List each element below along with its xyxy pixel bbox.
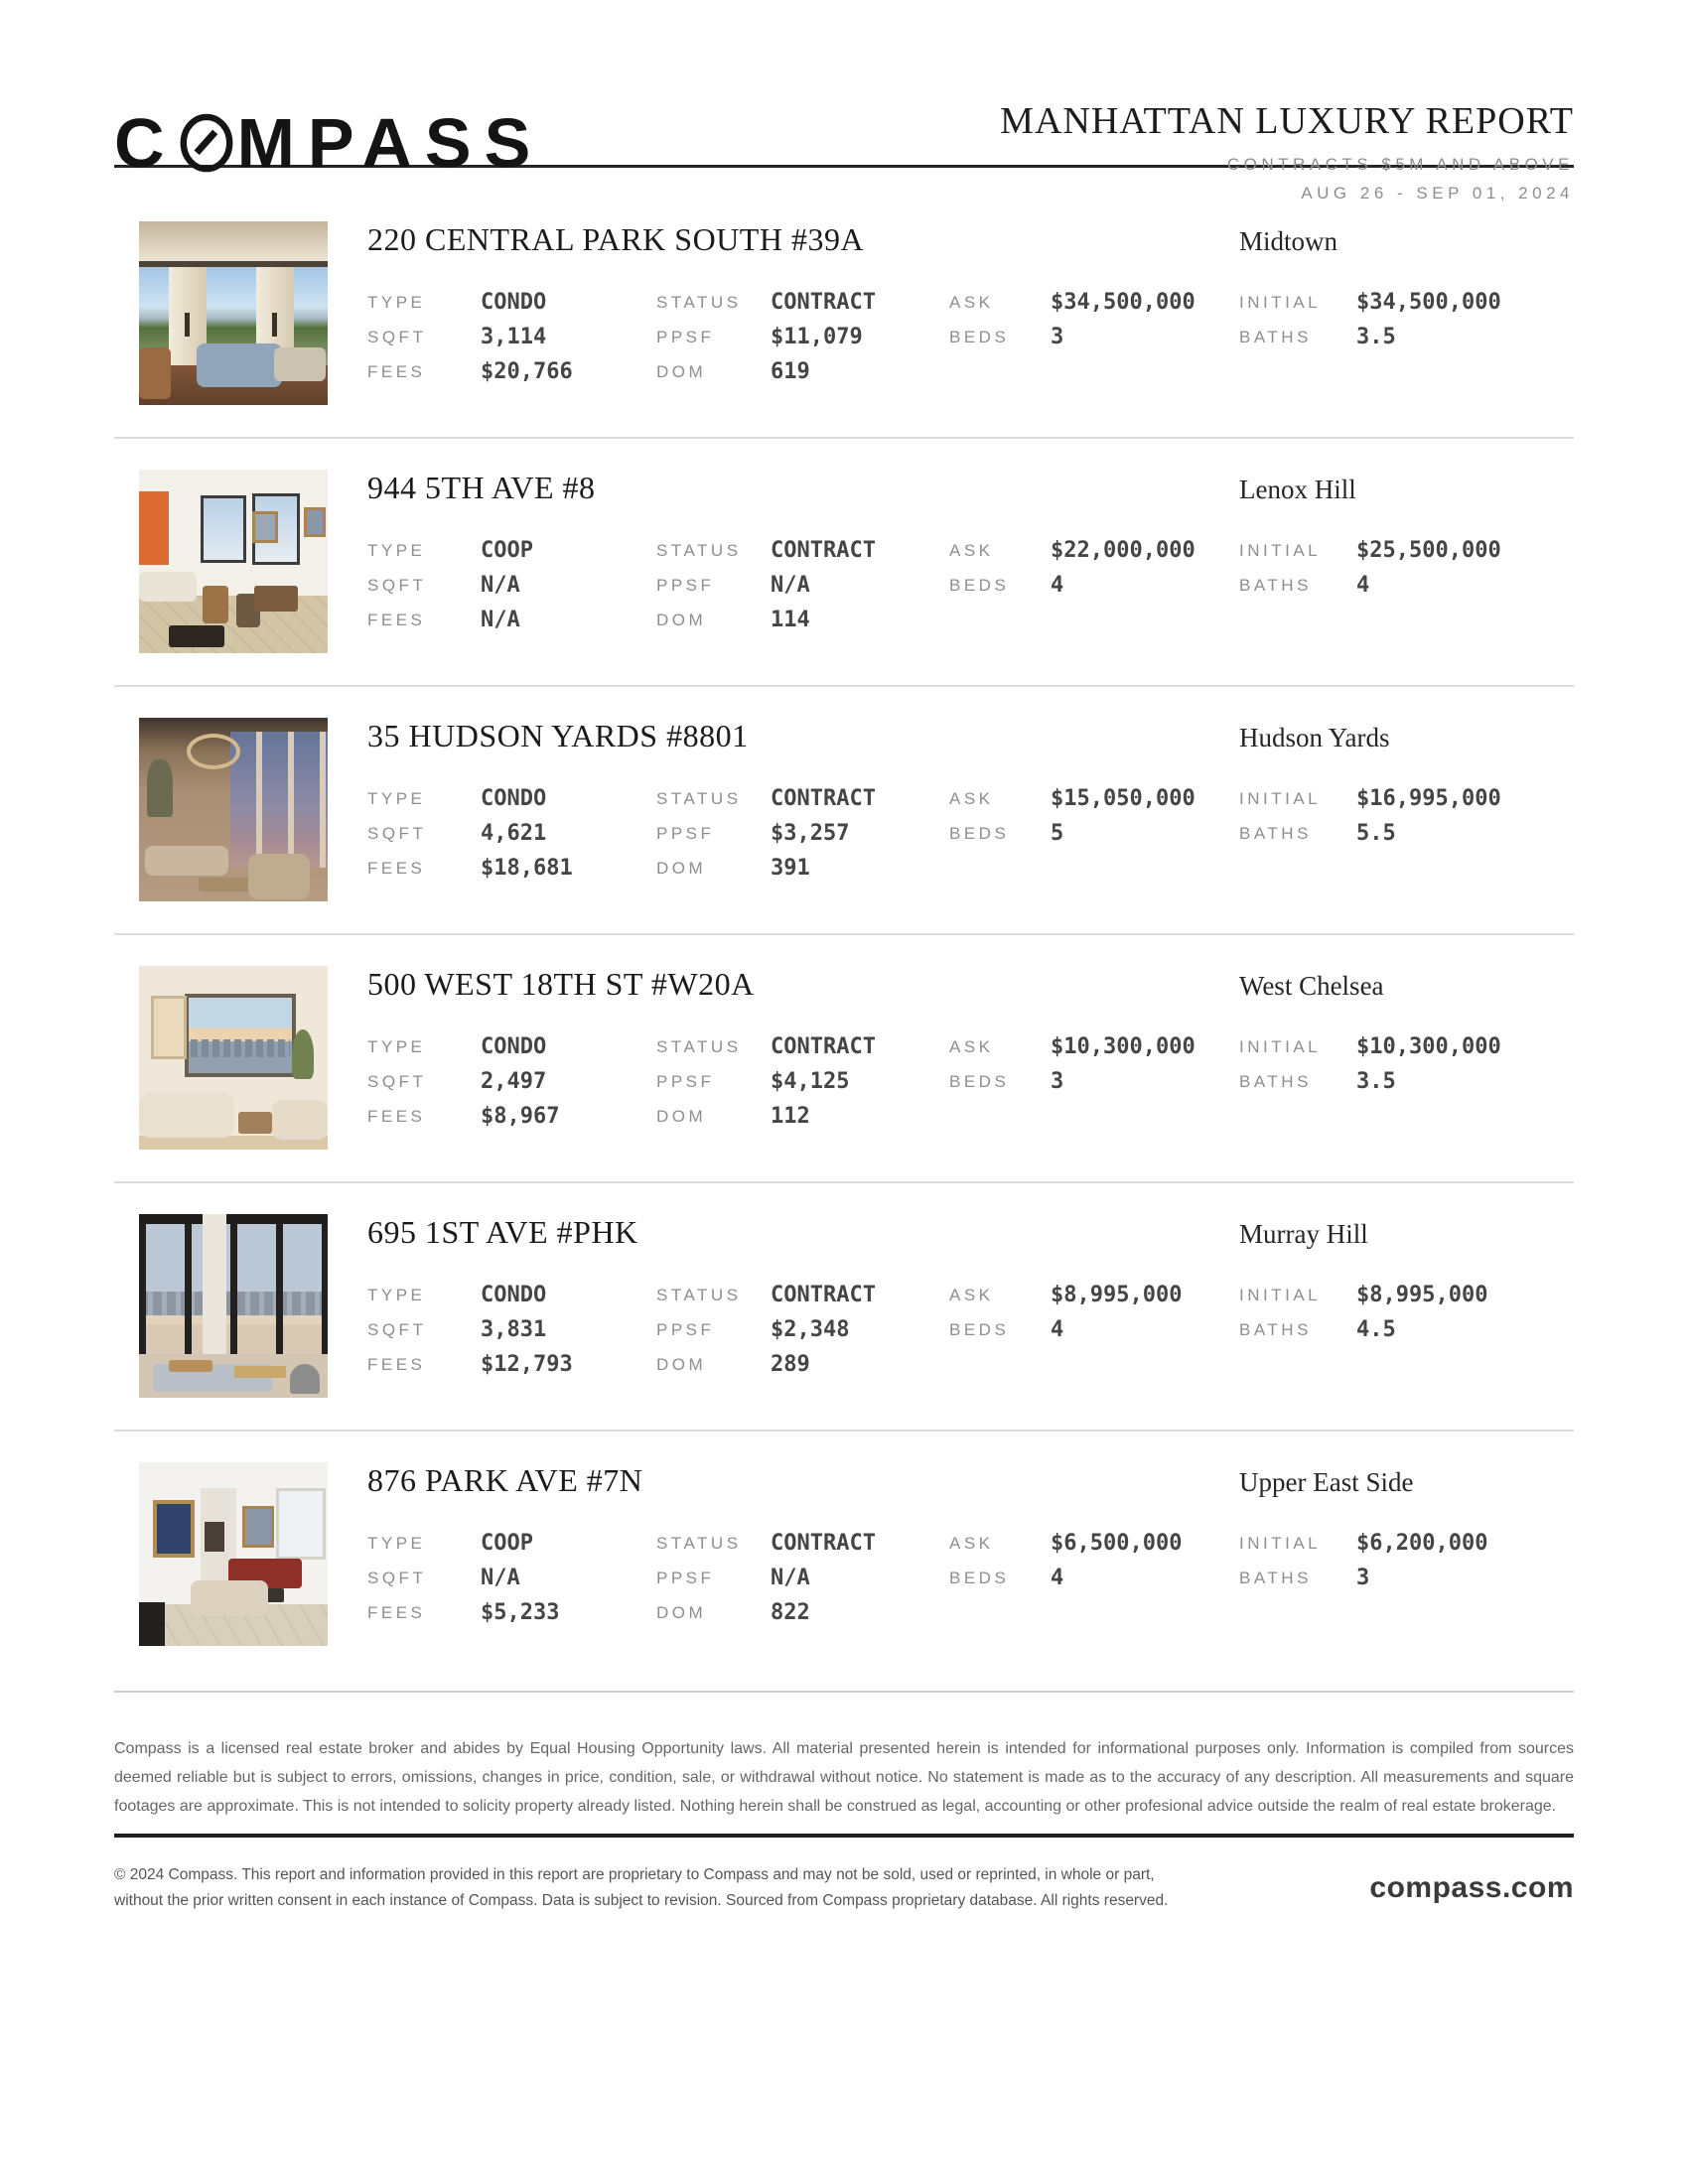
photo-shape [205, 1522, 224, 1552]
type-label: TYPE [367, 1037, 426, 1056]
fees-label: FEES [367, 859, 426, 878]
initial-label: INITIAL [1239, 293, 1322, 312]
beds-label: BEDS [949, 328, 1010, 346]
status-label: STATUS [656, 1286, 742, 1304]
status-value: CONTRACT [771, 1283, 876, 1307]
photo-shape [276, 1488, 326, 1560]
logo-text-left: C [114, 104, 178, 182]
listing-row [114, 687, 1574, 935]
ppsf-value: $11,079 [771, 325, 863, 349]
photo-shape [139, 261, 328, 267]
initial-label: INITIAL [1239, 789, 1322, 808]
initial-value: $25,500,000 [1356, 538, 1501, 563]
photo-shape [201, 495, 246, 563]
type-label: TYPE [367, 789, 426, 808]
ask-label: ASK [949, 1534, 994, 1553]
initial-value: $6,200,000 [1356, 1531, 1488, 1556]
listing-photo [139, 1462, 328, 1646]
initial-label: INITIAL [1239, 1286, 1322, 1304]
listing-address: 220 CENTRAL PARK SOUTH #39A [367, 221, 865, 257]
listing-photo [139, 718, 328, 901]
fees-label: FEES [367, 1107, 426, 1126]
photo-shape [292, 1029, 314, 1079]
listing-row [114, 935, 1574, 1183]
listing-address: 500 WEST 18TH ST #W20A [367, 966, 755, 1002]
fees-label: FEES [367, 1603, 426, 1622]
logo-text-right: MPASS [236, 104, 544, 182]
beds-label: BEDS [949, 576, 1010, 595]
sqft-value: N/A [481, 573, 520, 598]
ask-label: ASK [949, 789, 994, 808]
copyright-line-2: without the prior written consent in each instance of Compass. Data is subject to revision. Sourced from Compass proprietary database. All rights reserved. [114, 1892, 1169, 1909]
type-value: CONDO [481, 1283, 547, 1307]
photo-shape [145, 846, 228, 876]
photo-shape [191, 1580, 268, 1616]
photo-shape [191, 1039, 290, 1057]
baths-value: 3.5 [1356, 325, 1396, 349]
photo-shape [304, 507, 326, 537]
report-subtitle: CONTRACTS $5M AND ABOVE [1226, 155, 1574, 174]
photo-shape [242, 1506, 274, 1548]
ask-label: ASK [949, 541, 994, 560]
listing-neighborhood: Murray Hill [1239, 1219, 1368, 1249]
fees-value: $20,766 [481, 359, 573, 384]
ppsf-value: N/A [771, 1566, 810, 1590]
ask-value: $34,500,000 [1051, 290, 1196, 315]
type-label: TYPE [367, 293, 426, 312]
ask-label: ASK [949, 293, 994, 312]
photo-shape [185, 994, 296, 1077]
type-label: TYPE [367, 1286, 426, 1304]
ask-value: $15,050,000 [1051, 786, 1196, 811]
copyright-row [114, 1862, 1574, 1914]
beds-value: 4 [1051, 573, 1064, 598]
baths-value: 4 [1356, 573, 1370, 598]
photo-shape [230, 732, 328, 868]
photo-shape [248, 854, 310, 899]
ppsf-label: PPSF [656, 1320, 715, 1339]
status-value: CONTRACT [771, 1531, 876, 1556]
listing-data-grid [367, 1526, 1574, 1630]
listing-data-grid [367, 1278, 1574, 1382]
type-value: CONDO [481, 1034, 547, 1059]
baths-label: BATHS [1239, 576, 1312, 595]
photo-shape [139, 1602, 165, 1646]
photo-shape [151, 996, 187, 1059]
beds-value: 4 [1051, 1317, 1064, 1342]
photo-shape [139, 491, 169, 565]
dom-label: DOM [656, 611, 707, 629]
initial-value: $16,995,000 [1356, 786, 1501, 811]
photo-shape [139, 221, 328, 265]
baths-label: BATHS [1239, 1569, 1312, 1587]
fees-label: FEES [367, 611, 426, 629]
fees-value: $8,967 [481, 1104, 560, 1129]
fees-label: FEES [367, 362, 426, 381]
photo-shape [203, 1214, 226, 1358]
report-header-right [1000, 97, 1574, 204]
status-label: STATUS [656, 789, 742, 808]
photo-shape [272, 1100, 328, 1140]
type-label: TYPE [367, 1534, 426, 1553]
initial-value: $34,500,000 [1356, 290, 1501, 315]
photo-shape [169, 1360, 212, 1372]
initial-label: INITIAL [1239, 1037, 1322, 1056]
dom-label: DOM [656, 1603, 707, 1622]
photo-shape [290, 1364, 320, 1394]
status-value: CONTRACT [771, 1034, 876, 1059]
photo-shape [254, 586, 298, 612]
type-value: CONDO [481, 786, 547, 811]
ppsf-label: PPSF [656, 328, 715, 346]
ppsf-value: $4,125 [771, 1069, 850, 1094]
listing-info [367, 470, 1574, 685]
listing-photo [139, 966, 328, 1150]
report-date-range: AUG 26 - SEP 01, 2024 [1301, 184, 1574, 203]
baths-label: BATHS [1239, 328, 1312, 346]
photo-shape [187, 734, 240, 769]
listing-address: 35 HUDSON YARDS #8801 [367, 718, 749, 753]
listing-neighborhood: Lenox Hill [1239, 475, 1356, 504]
status-label: STATUS [656, 293, 742, 312]
report-title: MANHATTAN LUXURY REPORT [1000, 100, 1574, 142]
beds-label: BEDS [949, 1320, 1010, 1339]
ppsf-label: PPSF [656, 576, 715, 595]
compass-website-link: compass.com [1369, 1871, 1574, 1904]
listing-row [114, 1183, 1574, 1432]
listing-address: 695 1ST AVE #PHK [367, 1214, 638, 1250]
ppsf-label: PPSF [656, 824, 715, 843]
photo-shape [139, 596, 328, 653]
photo-shape [234, 1366, 286, 1378]
dom-value: 822 [771, 1600, 810, 1625]
photo-shape [274, 347, 326, 381]
listing-row [114, 168, 1574, 439]
photo-shape [272, 313, 277, 337]
photo-shape [139, 1214, 328, 1356]
status-label: STATUS [656, 1037, 742, 1056]
dom-value: 391 [771, 856, 810, 881]
footer-divider [114, 1834, 1574, 1838]
ask-value: $10,300,000 [1051, 1034, 1196, 1059]
status-label: STATUS [656, 541, 742, 560]
listing-info [367, 718, 1574, 933]
sqft-value: 3,831 [481, 1317, 547, 1342]
beds-value: 4 [1051, 1566, 1064, 1590]
sqft-label: SQFT [367, 1569, 427, 1587]
compass-logo [114, 103, 543, 183]
listing-address: 876 PARK AVE #7N [367, 1462, 643, 1498]
sqft-label: SQFT [367, 1320, 427, 1339]
dom-label: DOM [656, 1107, 707, 1126]
report-header [114, 0, 1574, 203]
ppsf-value: $2,348 [771, 1317, 850, 1342]
type-label: TYPE [367, 541, 426, 560]
initial-label: INITIAL [1239, 541, 1322, 560]
listing-data-grid [367, 533, 1574, 637]
dom-value: 619 [771, 359, 810, 384]
beds-label: BEDS [949, 824, 1010, 843]
sqft-value: 4,621 [481, 821, 547, 846]
beds-value: 5 [1051, 821, 1064, 846]
listing-photo [139, 221, 328, 405]
photo-shape [185, 313, 190, 337]
sqft-label: SQFT [367, 328, 427, 346]
type-value: CONDO [481, 290, 547, 315]
baths-value: 4.5 [1356, 1317, 1396, 1342]
listing-neighborhood: Hudson Yards [1239, 723, 1390, 752]
listing-info [367, 1462, 1574, 1691]
fees-value: $12,793 [481, 1352, 573, 1377]
listing-info [367, 221, 1574, 437]
copyright-text [114, 1862, 1256, 1914]
initial-label: INITIAL [1239, 1534, 1322, 1553]
ask-value: $6,500,000 [1051, 1531, 1183, 1556]
baths-label: BATHS [1239, 1320, 1312, 1339]
listing-photo [139, 470, 328, 653]
fees-label: FEES [367, 1355, 426, 1374]
type-value: COOP [481, 1531, 533, 1556]
listing-neighborhood: Midtown [1239, 226, 1338, 256]
photo-shape [203, 586, 228, 623]
photo-shape [139, 572, 197, 602]
fees-value: $18,681 [481, 856, 573, 881]
dom-value: 114 [771, 608, 810, 632]
listing-info [367, 1214, 1574, 1430]
listing-data-grid [367, 285, 1574, 389]
baths-value: 3.5 [1356, 1069, 1396, 1094]
photo-shape [139, 1092, 234, 1138]
sqft-value: N/A [481, 1566, 520, 1590]
status-value: CONTRACT [771, 290, 876, 315]
sqft-label: SQFT [367, 1072, 427, 1091]
status-value: CONTRACT [771, 786, 876, 811]
initial-value: $10,300,000 [1356, 1034, 1501, 1059]
ppsf-label: PPSF [656, 1072, 715, 1091]
initial-value: $8,995,000 [1356, 1283, 1488, 1307]
beds-value: 3 [1051, 1069, 1064, 1094]
dom-label: DOM [656, 859, 707, 878]
listing-photo [139, 1214, 328, 1398]
listing-neighborhood: West Chelsea [1239, 971, 1384, 1001]
fees-value: N/A [481, 608, 520, 632]
ppsf-label: PPSF [656, 1569, 715, 1587]
sqft-label: SQFT [367, 576, 427, 595]
type-value: COOP [481, 538, 533, 563]
dom-label: DOM [656, 1355, 707, 1374]
sqft-label: SQFT [367, 824, 427, 843]
listing-data-grid [367, 1029, 1574, 1134]
photo-shape [139, 1214, 328, 1224]
dom-value: 112 [771, 1104, 810, 1129]
copyright-line-1: © 2024 Compass. This report and information provided in this report are proprietary to Compass and may not be sold, used or reprinted, in whole or part, [114, 1866, 1155, 1883]
status-value: CONTRACT [771, 538, 876, 563]
compass-o-icon [178, 112, 235, 174]
beds-value: 3 [1051, 325, 1064, 349]
ask-value: $8,995,000 [1051, 1283, 1183, 1307]
ppsf-value: N/A [771, 573, 810, 598]
baths-label: BATHS [1239, 1072, 1312, 1091]
beds-label: BEDS [949, 1072, 1010, 1091]
ppsf-value: $3,257 [771, 821, 850, 846]
listing-address: 944 5TH AVE #8 [367, 470, 596, 505]
photo-shape [153, 1500, 195, 1558]
fees-value: $5,233 [481, 1600, 560, 1625]
ask-value: $22,000,000 [1051, 538, 1196, 563]
status-label: STATUS [656, 1534, 742, 1553]
listing-row [114, 1432, 1574, 1693]
photo-shape [139, 347, 171, 399]
listing-row [114, 439, 1574, 687]
photo-shape [238, 1112, 272, 1134]
listing-info [367, 966, 1574, 1181]
dom-value: 289 [771, 1352, 810, 1377]
listing-data-grid [367, 781, 1574, 886]
baths-label: BATHS [1239, 824, 1312, 843]
photo-shape [147, 759, 173, 817]
dom-label: DOM [656, 362, 707, 381]
ask-label: ASK [949, 1037, 994, 1056]
ask-label: ASK [949, 1286, 994, 1304]
listing-neighborhood: Upper East Side [1239, 1467, 1414, 1497]
baths-value: 3 [1356, 1566, 1370, 1590]
beds-label: BEDS [949, 1569, 1010, 1587]
baths-value: 5.5 [1356, 821, 1396, 846]
photo-shape [169, 625, 224, 647]
photo-shape [252, 511, 278, 543]
sqft-value: 3,114 [481, 325, 547, 349]
sqft-value: 2,497 [481, 1069, 547, 1094]
disclaimer-text: Compass is a licensed real estate broker and abides by Equal Housing Opportunity laws. All material presented herein is intended for informational purposes only. Information is compiled from sources deemed reliable but is subject to errors, omissions, changes in price, condition, sale, or withdrawal without notice. No statement is made as to the accuracy of any description. All measurements and square footages are approximate. This is not intended to solicity property already listed. Nothing herein shall be construed as legal, accounting or other profesional advice outside the realm of real estate brokerage. [114, 1740, 1574, 1815]
photo-shape [197, 343, 282, 387]
